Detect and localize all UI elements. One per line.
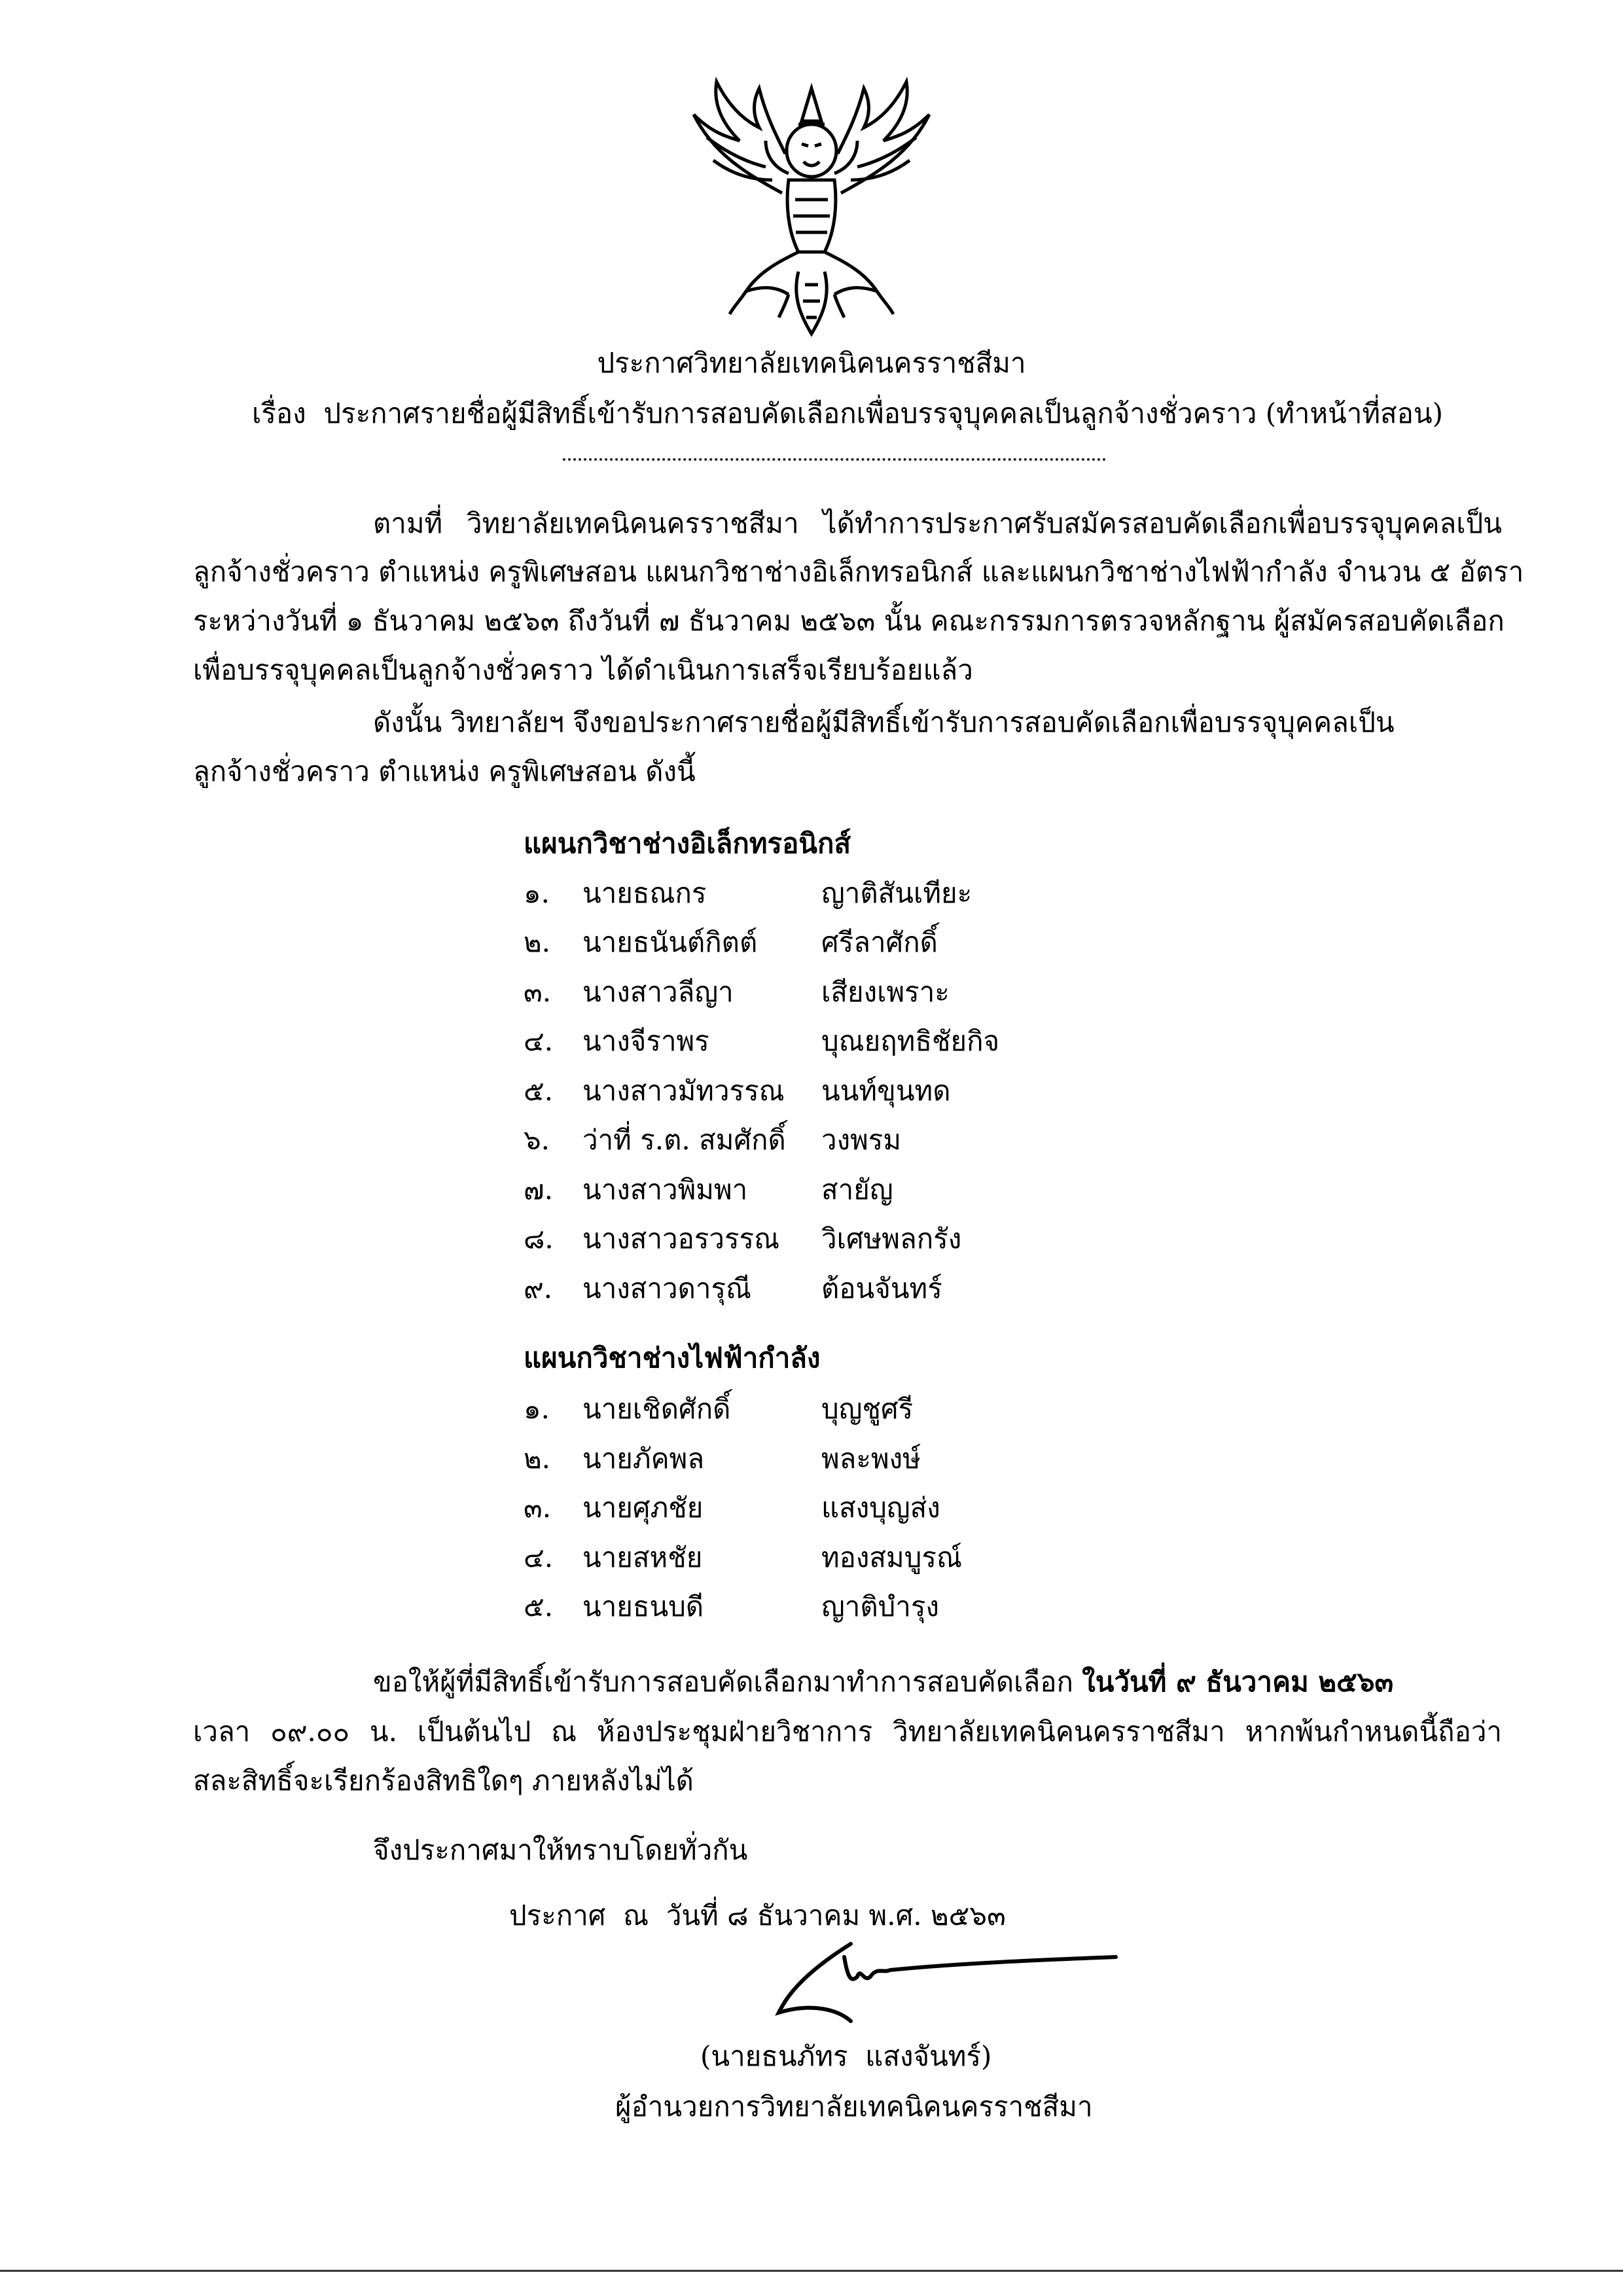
list-item-last-name: แสงบุญส่ง	[821, 1492, 940, 1524]
list-item-number: ๓.	[524, 1492, 552, 1524]
title-divider	[563, 458, 1106, 461]
document-subject	[252, 396, 1443, 431]
notice-line-2: เวลา ๐๙.๐๐ น. เป็นต้นไป ณ ห้องประชุมฝ่ายวิชาการ วิทยาลัยเทคนิคนครราชสีมา หากพ้นกำหนดนี้ถือว่า	[193, 1715, 1502, 1748]
list-item-first-name: นางสาวอรวรรณ	[582, 1223, 780, 1255]
list-item-last-name: ญาติสันเทียะ	[821, 877, 972, 909]
list-item-last-name: บุญชูศรี	[821, 1393, 914, 1425]
list-item-number: ๒.	[524, 926, 551, 958]
list-item-last-name: เสียงเพราะ	[821, 976, 950, 1008]
list-item-first-name: นางจีราพร	[582, 1025, 709, 1057]
list-item-first-name: นายธณกร	[582, 877, 707, 909]
list-item-number: ๕.	[524, 1590, 554, 1623]
signature-icon	[759, 1937, 1126, 2036]
list-item-first-name: นายภัคพล	[582, 1443, 705, 1475]
paragraph-1-line-4: เพื่อบรรจุบุคคลเป็นลูกจ้างชั่วคราว ได้ดำเนินการเสร็จเรียบร้อยแล้ว	[193, 654, 973, 686]
paragraph-1-line-3: ระหว่างวันที่ ๑ ธันวาคม ๒๕๖๓ ถึงวันที่ ๗ ธันวาคม ๒๕๖๓ นั้น คณะกรรมการตรวจหลักฐาน ผู้สมัครสอบคัดเลือก	[193, 605, 1505, 637]
list-item-last-name: ญาติบำรุง	[821, 1590, 939, 1623]
exam-date: ในวันที่ ๙ ธันวาคม ๒๕๖๓	[1082, 1666, 1394, 1698]
signer-title: ผู้อำนวยการวิทยาลัยเทคนิคนครราชสีมา	[615, 2090, 1093, 2123]
document-org-line: ประกาศวิทยาลัยเทคนิคนครราชสีมา	[597, 347, 1026, 379]
announcement-date: ประกาศ ณ วันที่ ๘ ธันวาคม พ.ศ. ๒๕๖๓	[509, 1899, 1006, 1931]
list-item-last-name: วิเศษพลกรัง	[821, 1223, 962, 1255]
notice-line-1	[373, 1664, 1393, 1700]
list-item-number: ๔.	[524, 1541, 554, 1573]
notice-text: ขอให้ผู้ที่มีสิทธิ์เข้ารับการสอบคัดเลือกมาทำการสอบคัดเลือก	[373, 1666, 1082, 1698]
list-item-last-name: ศรีลาศักดิ์	[821, 926, 938, 958]
paragraph-1-line-1: ตามที่ วิทยาลัยเทคนิคนครราชสีมา ได้ทำการประกาศรับสมัครสอบคัดเลือกเพื่อบรรจุบุคคลเป็น	[373, 507, 1502, 539]
list-item-first-name: นางสาวดารุณี	[582, 1272, 751, 1304]
list-item-number: ๘.	[524, 1223, 554, 1255]
list-item-first-name: นางสาวพิมพา	[582, 1174, 748, 1206]
list-item-last-name: นนท์ขุนทด	[821, 1075, 951, 1107]
list-item-last-name: ต้อนจันทร์	[821, 1272, 942, 1304]
garuda-emblem-icon	[668, 75, 955, 340]
notice-line-3: สละสิทธิ์จะเรียกร้องสิทธิใดๆ ภายหลังไม่ได้	[193, 1765, 694, 1797]
list-item-number: ๗.	[524, 1174, 553, 1206]
paragraph-1-line-2: ลูกจ้างชั่วคราว ตำแหน่ง ครูพิเศษสอน แผนกวิชาช่างอิเล็กทรอนิกส์ และแผนกวิชาช่างไฟฟ้ากำลัง จำนวน ๕ อัตรา	[193, 556, 1524, 588]
list-item-number: ๑.	[524, 877, 550, 909]
list-item-number: ๓.	[524, 976, 552, 1008]
list-item-last-name: สายัญ	[821, 1174, 893, 1206]
list-item-first-name: นายธนันต์กิตต์	[582, 926, 758, 958]
list-item-first-name: นางสาวมัทวรรณ	[582, 1075, 785, 1107]
list-item-number: ๖.	[524, 1124, 550, 1156]
list-item-first-name: นายศุภชัย	[582, 1492, 704, 1524]
list-item-number: ๑.	[524, 1393, 550, 1425]
section-title: แผนกวิชาช่างไฟฟ้ากำลัง	[524, 1342, 821, 1374]
list-item-first-name: นางสาวลีญา	[582, 976, 734, 1008]
subject-label: เรื่อง	[252, 397, 306, 429]
list-item-number: ๙.	[524, 1272, 553, 1304]
list-item-first-name: นายเชิดศักดิ์	[582, 1393, 731, 1425]
list-item-last-name: วงพรม	[821, 1124, 902, 1156]
paragraph-2-line-1: ดังนั้น วิทยาลัยฯ จึงขอประกาศรายชื่อผู้มีสิทธิ์เข้ารับการสอบคัดเลือกเพื่อบรรจุบุคคลเป็น	[373, 706, 1395, 738]
list-item-first-name: ว่าที่ ร.ต. สมศักดิ์	[582, 1124, 786, 1156]
announcement-line: จึงประกาศมาให้ทราบโดยทั่วกัน	[373, 1834, 748, 1866]
list-item-number: ๕.	[524, 1075, 554, 1107]
subject-text: ประกาศรายชื่อผู้มีสิทธิ์เข้ารับการสอบคัดเลือกเพื่อบรรจุบุคคลเป็นลูกจ้างชั่วคราว (ทำหน้าที่สอน)	[323, 397, 1443, 429]
section-title: แผนกวิชาช่างอิเล็กทรอนิกส์	[524, 827, 851, 859]
signer-name: (นายธนภัทร แสงจันทร์)	[700, 2040, 992, 2072]
page-bottom-border	[0, 2270, 1623, 2272]
list-item-last-name: พละพงษ์	[821, 1443, 921, 1475]
list-item-number: ๒.	[524, 1443, 551, 1475]
list-item-last-name: ทองสมบูรณ์	[821, 1541, 962, 1573]
paragraph-2-line-2: ลูกจ้างชั่วคราว ตำแหน่ง ครูพิเศษสอน ดังนี้	[193, 755, 696, 787]
list-item-first-name: นายสหชัย	[582, 1541, 703, 1573]
list-item-last-name: บุณยฤทธิชัยกิจ	[821, 1025, 1000, 1057]
list-item-first-name: นายธนบดี	[582, 1590, 704, 1623]
list-item-number: ๔.	[524, 1025, 554, 1057]
